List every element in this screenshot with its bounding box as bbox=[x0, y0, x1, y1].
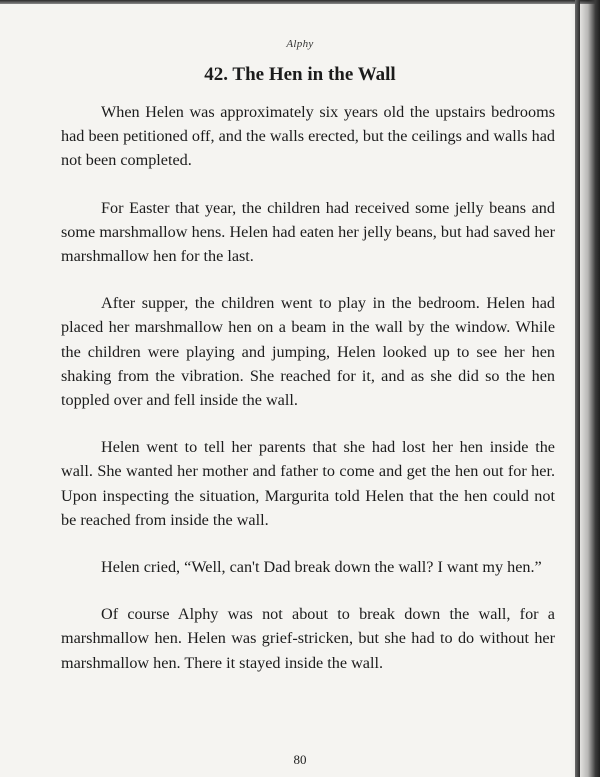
binding-edge bbox=[575, 0, 580, 777]
paragraph-5: Helen cried, “Well, can't Dad break down the wall? I want my hen.” bbox=[101, 558, 542, 577]
paragraph-2: For Easter that year, the children had received some jelly beans and some marshmallow hens. Helen had eaten her jelly beans, but had saved her marshmallow hen for the last. bbox=[61, 198, 555, 266]
page-number: 80 bbox=[293, 752, 307, 767]
paragraph-1: When Helen was approximately six years old the upstairs bedrooms had been petitioned off, and the walls erected, but the ceilings and walls had not been completed. bbox=[61, 103, 555, 170]
chapter-title: 42. The Hen in the Wall bbox=[204, 64, 396, 85]
paragraph-4: Helen went to tell her parents that she had lost her hen inside the wall. She wanted her mother and father to come and get the hen out for her. Upon inspecting the situation, Margurita told Helen that the hen could not be reached from inside the wall. bbox=[61, 438, 555, 529]
body-text bbox=[61, 100, 555, 698]
running-head: Alphy bbox=[286, 38, 314, 50]
paragraph-6: Of course Alphy was not about to break down the wall, for a marshmallow hen. Helen was grief-stricken, but she had to do without her marshmallow hen. There it stayed inside the wall. bbox=[61, 605, 555, 672]
paragraph-3: After supper, the children went to play in the bedroom. Helen had placed her marshmallow hen on a beam in the wall by the window. While the children were playing and jumping, Helen looked up to see her hen shaking from the vibration. She reached for it, and as she did so the hen toppled over and fell inside the wall. bbox=[61, 294, 555, 410]
page-top-edge bbox=[0, 0, 600, 4]
